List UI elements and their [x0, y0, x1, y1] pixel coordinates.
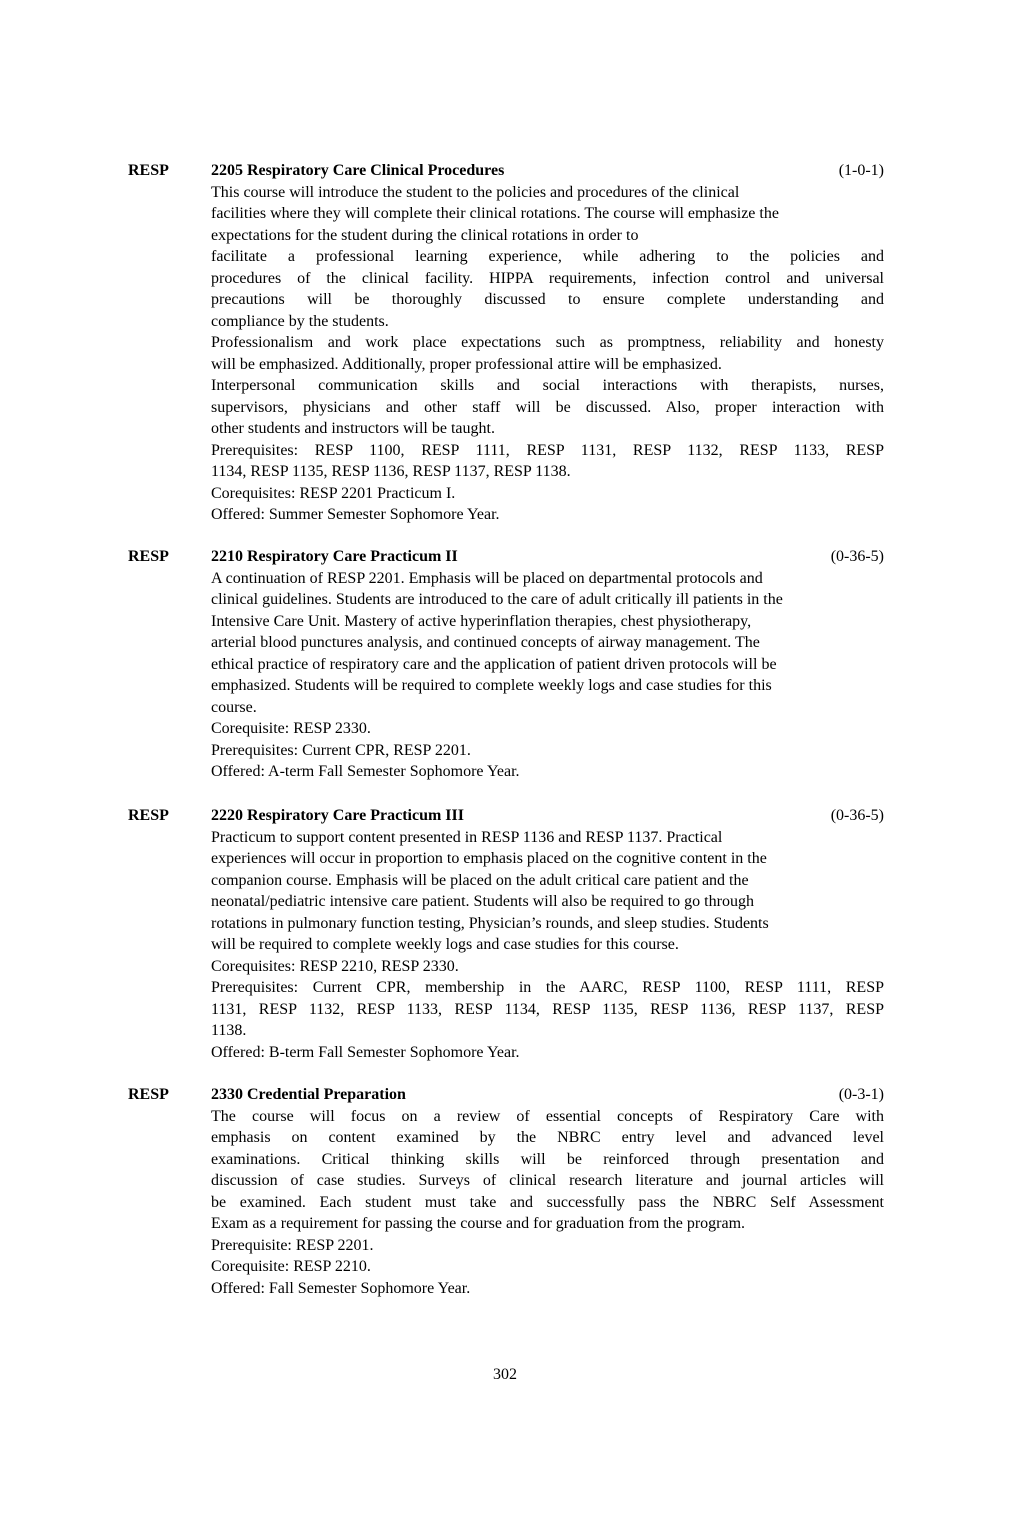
description-line: Practicum to support content presented in RESP 1136 and RESP 1137. Practical [211, 828, 723, 846]
course-credits: (1-0-1) [838, 162, 884, 179]
description-line: Interpersonal communication skills and social interactions with therapists, nurses, [211, 377, 884, 394]
description-line: Intensive Care Unit. Mastery of active hyperinflation therapies, chest physiotherapy, [211, 612, 752, 630]
course-description [211, 182, 884, 526]
description-line: emphasis on content examined by the NBRC entry level and advanced level [211, 1129, 884, 1146]
description-line: Offered: Summer Semester Sophomore Year. [211, 506, 500, 523]
description-line: Corequisites: RESP 2210, RESP 2330. [211, 957, 459, 975]
course-header [128, 1084, 884, 1106]
course-header [128, 546, 884, 568]
description-line: Corequisite: RESP 2210. [211, 1258, 371, 1275]
description-line: be examined. Each student must take and successfully pass the NBRC Self Assessment [211, 1193, 884, 1211]
course-credits: (0-3-1) [838, 1086, 884, 1103]
description-line: expectations for the student during the clinical rotations in order to [211, 226, 639, 244]
course-dept: RESP [128, 548, 169, 565]
description-line: Professionalism and work place expectations such as promptness, reliability and honesty [211, 334, 884, 351]
course-entry-resp-2210 [128, 546, 884, 783]
course-title: 2220 Respiratory Care Practicum III [211, 807, 464, 824]
description-line: This course will introduce the student to the policies and procedures of the clinical [211, 183, 740, 201]
description-line: facilities where they will complete their clinical rotations. The course will emphasize the [211, 205, 779, 222]
course-description [211, 827, 884, 1064]
description-line: precautions will be thoroughly discussed to ensure complete understanding and [211, 291, 884, 308]
description-line: A continuation of RESP 2201. Emphasis will be placed on departmental protocols and [211, 569, 763, 587]
description-line: will be required to complete weekly logs and case studies for this course. [211, 936, 679, 953]
page-number: 302 [493, 1366, 517, 1383]
description-line: Offered: A-term Fall Semester Sophomore Year. [211, 763, 520, 780]
description-line: Corequisite: RESP 2330. [211, 720, 371, 737]
course-header [128, 805, 884, 827]
description-line: other students and instructors will be taught. [211, 420, 495, 437]
course-description [211, 1106, 884, 1300]
course-description [211, 568, 884, 783]
description-line: course. [211, 698, 257, 716]
course-dept: RESP [128, 807, 169, 824]
description-line: emphasized. Students will be required to complete weekly logs and case studies for this [211, 677, 772, 694]
course-title: 2330 Credential Preparation [211, 1086, 406, 1103]
description-line: Prerequisite: RESP 2201. [211, 1236, 374, 1254]
description-line: supervisors, physicians and other staff will be discussed. Also, proper interaction with [211, 398, 884, 416]
description-line: will be emphasized. Additionally, proper professional attire will be emphasized. [211, 355, 722, 373]
course-entry-resp-2205 [128, 160, 884, 526]
description-line: clinical guidelines. Students are introduced to the care of adult critically ill patients in the [211, 591, 783, 608]
description-line: 1138. [211, 1022, 247, 1039]
description-line: 1131, RESP 1132, RESP 1133, RESP 1134, RESP 1135, RESP 1136, RESP 1137, RESP [211, 1000, 884, 1018]
course-entry-resp-2220 [128, 805, 884, 1063]
description-line: procedures of the clinical facility. HIPPA requirements, infection control and universal [211, 269, 884, 287]
description-line: The course will focus on a review of essential concepts of Respiratory Care with [211, 1107, 884, 1125]
description-line: experiences will occur in proportion to emphasis placed on the cognitive content in the [211, 850, 767, 867]
description-line: neonatal/pediatric intensive care patient. Students will also be required to go through [211, 893, 754, 910]
description-line: rotations in pulmonary function testing, Physician’s rounds, and sleep studies. Students [211, 914, 769, 932]
course-title: 2210 Respiratory Care Practicum II [211, 548, 458, 565]
course-header [128, 160, 884, 182]
description-line: discussion of case studies. Surveys of clinical research literature and journal articles will [211, 1172, 884, 1189]
course-credits: (0-36-5) [830, 807, 884, 824]
description-line: companion course. Emphasis will be placed on the adult critical care patient and the [211, 871, 749, 889]
course-dept: RESP [128, 162, 169, 179]
course-entry-resp-2330 [128, 1084, 884, 1299]
description-line: arterial blood punctures analysis, and continued concepts of airway management. The [211, 634, 760, 651]
description-line: Exam as a requirement for passing the course and for graduation from the program. [211, 1215, 746, 1232]
description-line: Prerequisites: Current CPR, membership in the AARC, RESP 1100, RESP 1111, RESP [211, 979, 884, 996]
description-line: ethical practice of respiratory care and the application of patient driven protocols will be [211, 655, 777, 673]
course-title: 2205 Respiratory Care Clinical Procedures [211, 162, 505, 179]
description-line: examinations. Critical thinking skills will be reinforced through presentation and [211, 1150, 884, 1168]
description-line: Prerequisites: Current CPR, RESP 2201. [211, 741, 471, 759]
description-line: Offered: Fall Semester Sophomore Year. [211, 1279, 471, 1297]
description-line: Offered: B-term Fall Semester Sophomore Year. [211, 1043, 520, 1061]
course-dept: RESP [128, 1086, 169, 1103]
description-line: 1134, RESP 1135, RESP 1136, RESP 1137, RESP 1138. [211, 463, 571, 480]
description-line: compliance by the students. [211, 312, 389, 330]
course-credits: (0-36-5) [830, 548, 884, 565]
description-line: Corequisites: RESP 2201 Practicum I. [211, 484, 456, 502]
description-line: Prerequisites: RESP 1100, RESP 1111, RESP 1131, RESP 1132, RESP 1133, RESP [211, 441, 884, 459]
description-line: facilitate a professional learning experience, while adhering to the policies and [211, 248, 884, 265]
